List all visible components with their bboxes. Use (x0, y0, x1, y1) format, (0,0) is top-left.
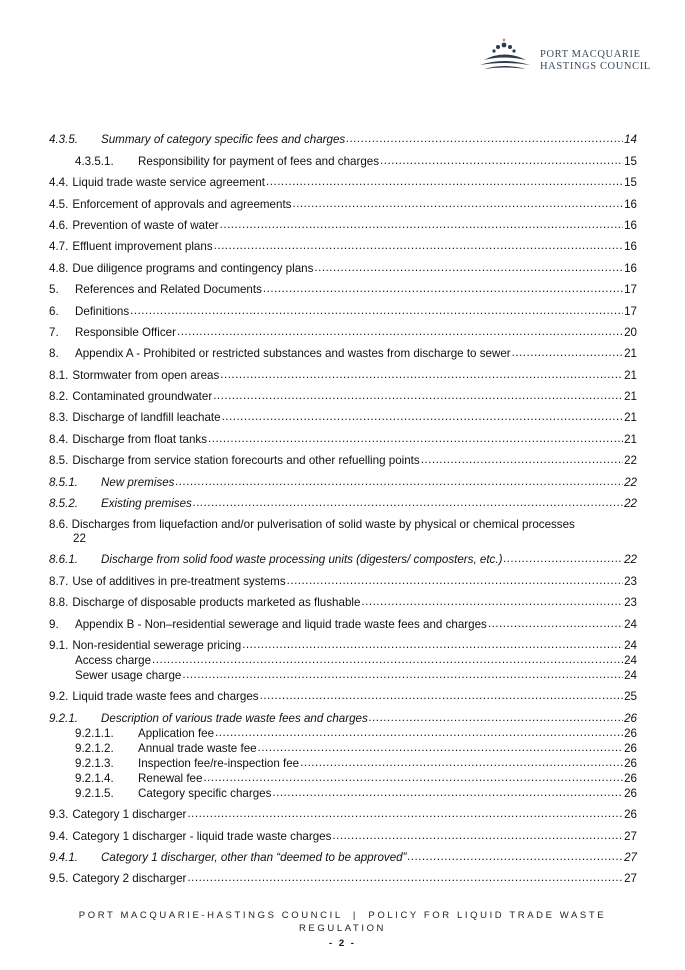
toc-title: Definitions (75, 304, 130, 318)
toc-leader-dots (175, 476, 623, 488)
toc-title: Discharge of landfill leachate (72, 411, 221, 425)
toc-entry[interactable] (49, 546, 637, 567)
toc-page: 26 (624, 741, 637, 755)
toc-leader-dots (222, 411, 624, 423)
toc-page: 25 (624, 690, 637, 704)
toc-entry[interactable] (49, 383, 637, 404)
toc-entry[interactable] (49, 319, 637, 340)
toc-page: 14 (624, 133, 637, 147)
toc-entry[interactable] (49, 786, 637, 801)
toc-title: Category specific charges (138, 786, 272, 800)
toc-title: Application fee (138, 726, 215, 740)
toc-page: 24 (624, 653, 637, 667)
toc-number: 9.5. (49, 872, 69, 886)
toc-entry[interactable] (49, 704, 637, 725)
toc-entry[interactable] (49, 447, 637, 468)
toc-leader-dots (346, 133, 623, 145)
council-logo (478, 36, 658, 76)
toc-title: Prevention of waste of water (72, 218, 219, 232)
toc-page: 21 (624, 432, 637, 446)
footer-line-2: REGULATION (298, 923, 387, 934)
toc-page: 15 (624, 154, 637, 168)
toc-page: 26 (624, 726, 637, 740)
toc-title: Responsibility for payment of fees and charges (138, 154, 380, 168)
toc-page: 17 (624, 283, 637, 297)
toc-page: 16 (624, 240, 637, 254)
toc-title: Contaminated groundwater (72, 390, 213, 404)
toc-page: 26 (624, 771, 637, 785)
toc-page: 27 (624, 850, 637, 864)
toc-number: 9.3. (49, 808, 69, 822)
toc-page: 23 (624, 596, 637, 610)
toc-entry[interactable] (49, 756, 637, 771)
toc-title: Discharge from service station forecourts and other refuelling points (72, 454, 420, 468)
toc-number: 8.3. (49, 411, 69, 425)
footer-line-1: PORT MACQUARIE-HASTINGS COUNCIL | POLICY FOR LIQUID TRADE WASTE (78, 910, 607, 921)
toc-leader-dots (220, 369, 623, 381)
toc-page: 21 (624, 347, 637, 361)
toc-leader-dots (182, 669, 623, 681)
toc-number: 9.2. (49, 690, 69, 704)
logo-line-2: HASTINGS COUNCIL (540, 61, 651, 72)
toc-number: 8.6. (49, 518, 69, 532)
toc-entry[interactable] (49, 741, 637, 756)
toc-number: 9.2.1.4. (75, 771, 114, 785)
toc-leader-dots (266, 176, 623, 188)
toc-title: Due diligence programs and contingency plans (72, 261, 314, 275)
toc-title: Non-residential sewerage pricing (72, 638, 242, 652)
toc-number: 8.5.2. (49, 497, 79, 511)
toc-entry[interactable] (49, 822, 637, 843)
toc-leader-dots (380, 155, 623, 167)
toc-page: 17 (624, 304, 637, 318)
toc-page: 16 (624, 261, 637, 275)
toc-page: 26 (624, 808, 637, 822)
toc-page: 23 (624, 574, 637, 588)
page-footer (0, 909, 685, 935)
toc-number: 4.4. (49, 176, 69, 190)
toc-title: Access charge (75, 653, 152, 667)
toc-title: Category 1 discharger - liquid trade waste charges (72, 829, 332, 843)
toc-entry[interactable] (49, 610, 637, 631)
toc-leader-dots (314, 262, 623, 274)
toc-number: 8.2. (49, 390, 69, 404)
toc-page: 21 (624, 411, 637, 425)
toc-entry[interactable] (49, 653, 637, 668)
toc-number: 4.5. (49, 197, 69, 211)
toc-page: 27 (624, 872, 637, 886)
toc-leader-dots (369, 712, 623, 724)
toc-entry[interactable] (49, 276, 637, 297)
toc-page: 24 (624, 638, 637, 652)
toc-entry[interactable] (49, 771, 637, 786)
toc-leader-dots (260, 690, 623, 702)
toc-number: 8. (49, 347, 59, 361)
toc-entry[interactable] (49, 425, 637, 446)
toc-entry[interactable] (49, 468, 637, 489)
toc-leader-dots (220, 219, 623, 231)
toc-number: 8.5. (49, 454, 69, 468)
toc-entry[interactable] (49, 844, 637, 865)
toc-leader-dots (503, 553, 623, 565)
logo-line-1: PORT MACQUARIE (540, 49, 641, 60)
toc-number: 9. (49, 617, 59, 631)
toc-leader-dots (332, 830, 623, 842)
toc-number: 8.6.1. (49, 553, 79, 567)
toc-entry-8-6[interactable] (49, 511, 637, 546)
toc-number: 4.8. (49, 261, 69, 275)
toc-title: Category 2 discharger (72, 872, 187, 886)
toc-title: Discharges from liquefaction and/or pulverisation of solid waste by physical or chemical processes (71, 518, 575, 532)
toc-title: Annual trade waste fee (138, 741, 257, 755)
toc-title: Sewer usage charge (75, 668, 182, 682)
toc-number: 9.4.1. (49, 850, 79, 864)
toc-page: 16 (624, 197, 637, 211)
toc-leader-dots (272, 787, 623, 799)
toc-leader-dots (361, 596, 623, 608)
toc-leader-dots (152, 654, 623, 666)
toc-number: 9.2.1.1. (75, 726, 114, 740)
toc-leader-dots (214, 240, 623, 252)
toc-entry[interactable] (49, 190, 637, 211)
toc-page: 15 (624, 176, 637, 190)
toc-title: Category 1 discharger (72, 808, 187, 822)
toc-number: 4.7. (49, 240, 69, 254)
toc-title: Summary of category specific fees and charges (101, 133, 346, 147)
toc-leader-dots (488, 618, 623, 630)
toc-page: 22 (624, 475, 637, 489)
toc-entry[interactable] (49, 126, 637, 147)
toc-entry[interactable] (49, 340, 637, 361)
toc-entry[interactable] (49, 147, 637, 168)
toc-entry[interactable] (49, 233, 637, 254)
toc-page: 21 (624, 390, 637, 404)
toc-entry[interactable] (49, 632, 637, 653)
toc-number: 9.4. (49, 829, 69, 843)
toc-number: 9.2.1.5. (75, 786, 114, 800)
toc-page: 27 (624, 829, 637, 843)
toc-entry[interactable] (49, 668, 637, 683)
toc-entry[interactable] (49, 361, 637, 382)
toc-page: 22 (624, 454, 637, 468)
toc-title: Appendix A - Prohibited or restricted substances and wastes from discharge to sewer (75, 347, 511, 361)
toc-page: 24 (624, 668, 637, 682)
toc-leader-dots (193, 497, 623, 509)
toc-number: 5. (49, 283, 59, 297)
toc-leader-dots (177, 326, 623, 338)
toc-leader-dots (187, 808, 623, 820)
toc-leader-dots (242, 639, 623, 651)
toc-title: Stormwater from open areas (72, 368, 220, 382)
toc-title: Effluent improvement plans (72, 240, 213, 254)
toc-entry[interactable] (49, 589, 637, 610)
toc-page: 26 (624, 786, 637, 800)
toc-number: 9.2.1.2. (75, 741, 114, 755)
toc-title: Existing premises (101, 497, 192, 511)
toc-entry[interactable] (49, 567, 637, 588)
toc-number: 8.4. (49, 432, 69, 446)
toc-entry[interactable] (49, 169, 637, 190)
toc-title: Liquid trade waste fees and charges (72, 690, 259, 704)
toc-number: 8.1. (49, 368, 69, 382)
toc-leader-dots (408, 851, 624, 863)
toc-title: Enforcement of approvals and agreements (72, 197, 292, 211)
toc-leader-dots (203, 772, 623, 784)
toc-title: New premises (101, 475, 175, 489)
toc-title: Description of various trade waste fees and charges (101, 711, 368, 725)
toc-page: 24 (624, 617, 637, 631)
toc-title: Use of additives in pre-treatment systems (72, 574, 286, 588)
toc-page: 22 (73, 532, 86, 546)
toc-number: 9.1. (49, 638, 69, 652)
toc-number: 6. (49, 304, 59, 318)
toc-title: Discharge from float tanks (72, 432, 208, 446)
toc-page: 26 (624, 711, 637, 725)
toc-title: Renewal fee (138, 771, 203, 785)
toc-title: Responsible Officer (75, 325, 176, 339)
toc-number: 4.3.5. (49, 133, 79, 147)
toc-entry[interactable] (49, 254, 637, 275)
toc-number: 8.8. (49, 596, 69, 610)
toc-leader-dots (258, 742, 624, 754)
toc-entry[interactable] (49, 490, 637, 511)
toc-leader-dots (300, 757, 623, 769)
council-logo-icon (478, 36, 534, 76)
toc-title: Liquid trade waste service agreement (72, 176, 266, 190)
toc-title: Inspection fee/re-inspection fee (138, 756, 300, 770)
toc-title: References and Related Documents (75, 283, 262, 297)
page-number: - 2 - (329, 938, 356, 949)
toc-page: 22 (624, 497, 637, 511)
toc-number: 8.5.1. (49, 475, 79, 489)
toc-page: 16 (624, 218, 637, 232)
toc-entry[interactable] (49, 212, 637, 233)
toc-title: Discharge of disposable products marketed as flushable (72, 596, 361, 610)
toc-number: 4.6. (49, 218, 69, 232)
toc-entry[interactable] (49, 865, 637, 886)
toc-entry[interactable] (49, 801, 637, 822)
toc-leader-dots (130, 305, 623, 317)
toc-leader-dots (215, 727, 623, 739)
table-of-contents (49, 126, 637, 886)
toc-page: 26 (624, 756, 637, 770)
toc-page: 20 (624, 325, 637, 339)
toc-entry[interactable] (49, 726, 637, 741)
toc-leader-dots (187, 872, 623, 884)
toc-entry[interactable] (49, 297, 637, 318)
toc-number: 4.3.5.1. (75, 154, 114, 168)
toc-number: 9.2.1. (49, 711, 79, 725)
toc-title: Appendix B - Non–residential sewerage and liquid trade waste fees and charges (75, 617, 487, 631)
toc-leader-dots (292, 198, 623, 210)
toc-title: Discharge from solid food waste processing units (digesters/ composters, etc.) (101, 553, 503, 567)
toc-entry[interactable] (49, 404, 637, 425)
toc-entry[interactable] (49, 683, 637, 704)
toc-number: 7. (49, 325, 59, 339)
toc-leader-dots (213, 390, 623, 402)
toc-leader-dots (421, 454, 623, 466)
toc-leader-dots (512, 347, 623, 359)
toc-leader-dots (263, 283, 623, 295)
toc-title: Category 1 discharger, other than “deemed to be approved” (101, 850, 407, 864)
toc-page: 21 (624, 368, 637, 382)
toc-leader-dots (208, 433, 623, 445)
toc-page: 22 (624, 553, 637, 567)
toc-number: 9.2.1.3. (75, 756, 114, 770)
toc-number: 8.7. (49, 574, 69, 588)
toc-leader-dots (287, 575, 623, 587)
